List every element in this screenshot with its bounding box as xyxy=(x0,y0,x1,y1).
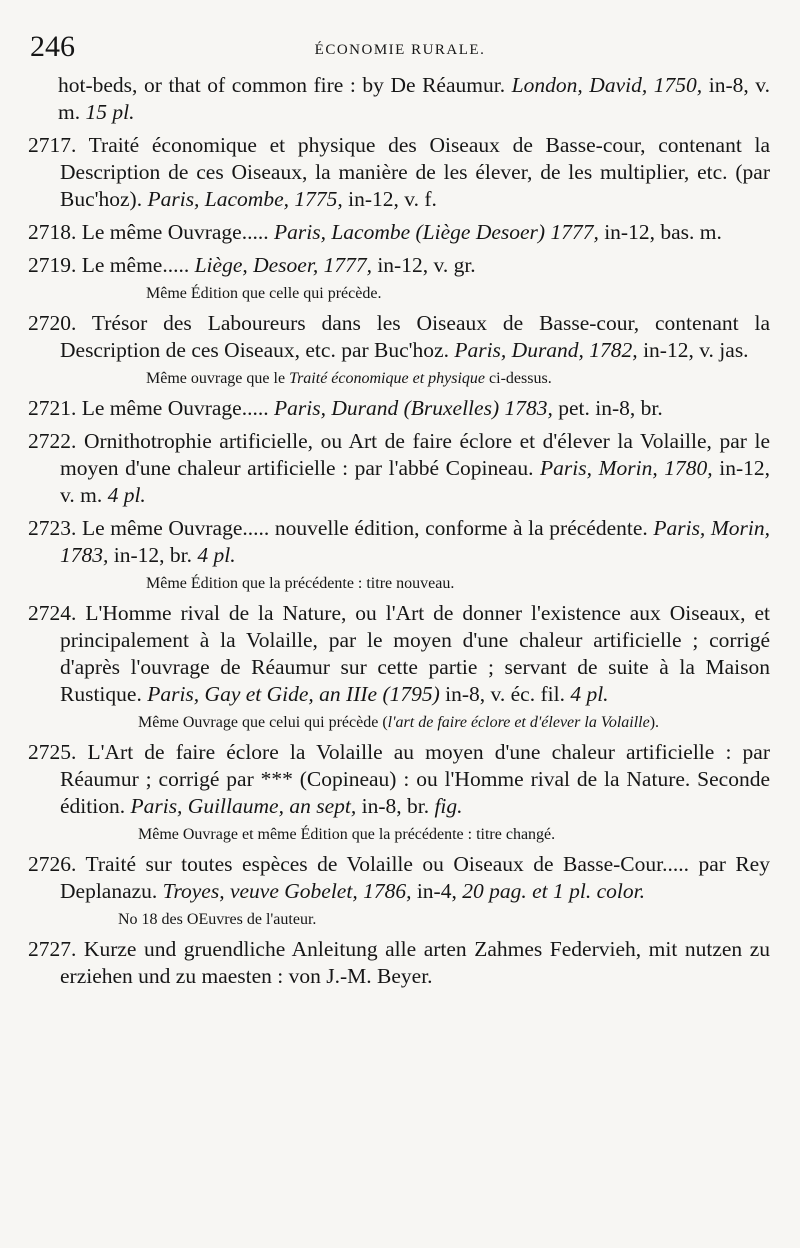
entry-number: 2723. xyxy=(28,516,77,540)
entry-note: No 18 des OEuvres de l'auteur. xyxy=(118,911,317,928)
entry-format: in-12, v. gr. xyxy=(377,253,476,277)
entry-format: in-12, v. f. xyxy=(348,187,437,211)
entry-number: 2722. xyxy=(28,429,77,453)
entry-number: 2718. xyxy=(28,220,77,244)
entry-number: 2726. xyxy=(28,852,77,876)
entry-imprint: Paris, Guillaume, an sept, xyxy=(130,794,357,818)
continued-entry: hot-beds, or that of common fire : by De Réaumur. London, David, 1750, in-8, v. m. 15 pl. xyxy=(58,73,771,124)
entry-format: in-8, v. éc. fil. xyxy=(445,682,565,706)
entry-number: 2720. xyxy=(28,311,77,335)
catalog-entry xyxy=(26,428,770,509)
catalog-entry xyxy=(26,515,770,569)
entry-title: Traité sur toutes espèces de Volaille ou Oiseaux de Basse-Cour..... par Rey Deplanazu. xyxy=(60,852,770,903)
entry-title: Le même Ouvrage..... nouvelle édition, conforme à la précédente. xyxy=(81,516,648,540)
entry-number: 2725. xyxy=(28,740,77,764)
entry-note: Même Édition que la précédente : titre nouveau. xyxy=(146,575,455,592)
entry-plates: 20 pag. et 1 pl. color. xyxy=(462,879,645,903)
entry-number: 2721. xyxy=(28,396,77,420)
entry-plates: 4 pl. xyxy=(197,543,236,567)
entry-title: Trésor des Laboureurs dans les Oiseaux de Basse-cour, contenant la Description de ces Oiseaux, etc. par Buc'hoz. xyxy=(60,311,770,362)
entry-format: pet. in-8, br. xyxy=(558,396,663,420)
catalog-entry xyxy=(26,936,770,990)
entry-format: in-12, bas. m. xyxy=(604,220,722,244)
running-head: ÉCONOMIE RURALE. xyxy=(314,42,486,58)
entry-title: Le même Ouvrage..... xyxy=(81,396,269,420)
entry-format: in-4, xyxy=(416,879,457,903)
catalog-entry xyxy=(26,252,770,279)
entry-imprint: Paris, Lacombe (Liège Desoer) 1777, xyxy=(273,220,599,244)
entry-imprint: Paris, Durand, 1782, xyxy=(454,338,638,362)
entry-title: L'Art de faire éclore la Volaille au moyen d'une chaleur artificielle : par Réaumur ; corrigé par *** (Copineau) : ou l'Homme rival de la Nature. Seconde édition. xyxy=(60,740,770,818)
catalog-entry xyxy=(26,219,770,246)
catalog-entry xyxy=(26,600,770,708)
entry-imprint: Paris, Durand (Bruxelles) 1783, xyxy=(273,396,553,420)
entry-imprint: Liège, Desoer, 1777, xyxy=(194,253,372,277)
catalog-entry xyxy=(26,739,770,820)
entry-format: in-12, v. jas. xyxy=(643,338,749,362)
entry-plates: 4 pl. xyxy=(107,483,146,507)
entry-imprint: Paris, Lacombe, 1775, xyxy=(147,187,343,211)
catalog-entry xyxy=(26,310,770,364)
entry-note: Même Ouvrage et même Édition que la précédente : titre changé. xyxy=(138,826,556,843)
entry-title: Le même..... xyxy=(81,253,190,277)
entry-format: in-8, br. xyxy=(361,794,430,818)
entry-format: in-12, v. m. xyxy=(60,456,770,507)
page-header xyxy=(24,30,776,70)
catalog-entry xyxy=(26,132,770,213)
entry-title: L'Homme rival de la Nature, ou l'Art de donner l'existence aux Oiseaux, et principalement à la Volaille, par le moyen d'une chaleur artificielle ; corrigé d'après l'ouvrage de Réaumur sur cette partie ; servant de suite à la Maison Rustique. xyxy=(60,601,771,706)
entry-number: 2719. xyxy=(28,253,77,277)
entry-note: Même ouvrage que le Traité économique et physique ci-dessus. xyxy=(146,370,552,387)
entry-title: Kurze und gruendliche Anleitung alle arten Zahmes Federvieh, mit nutzen zu erziehen und zu maesten : von J.-M. Beyer. xyxy=(60,937,771,988)
entry-imprint: Paris, Morin, 1780, xyxy=(540,456,713,480)
entry-imprint: Troyes, veuve Gobelet, 1786, xyxy=(162,879,412,903)
catalog-entry xyxy=(26,851,770,905)
entry-number: 2717. xyxy=(28,133,77,157)
entry-title: Ornithotrophie artificielle, ou Art de faire éclore et d'élever la Volaille, par le moyen d'une chaleur artificielle : par l'abbé Copineau. xyxy=(60,429,771,480)
catalog-entry xyxy=(26,395,770,422)
entry-plates: fig. xyxy=(434,794,463,818)
entry-number: 2727. xyxy=(28,937,77,961)
entry-note: Même Édition que celle qui précède. xyxy=(146,285,382,302)
entry-title: Le même Ouvrage..... xyxy=(81,220,269,244)
entry-plates: 4 pl. xyxy=(570,682,609,706)
entry-number: 2724. xyxy=(28,601,77,625)
entry-imprint: Paris, Gay et Gide, an IIIe (1795) xyxy=(147,682,440,706)
entry-note: Même Ouvrage que celui qui précède (l'art de faire éclore et d'élever la Volaille). xyxy=(138,714,660,731)
catalog-text xyxy=(26,72,770,996)
entry-imprint: Paris, Morin, 1783, xyxy=(60,516,771,567)
entry-format: in-12, br. xyxy=(113,543,192,567)
entry-title: Traité économique et physique des Oiseaux de Basse-cour, contenant la Description de ces Oiseaux, la manière de les élever, de les multiplier, etc. (par Buc'hoz). xyxy=(60,133,770,211)
page-number: 246 xyxy=(30,30,75,63)
